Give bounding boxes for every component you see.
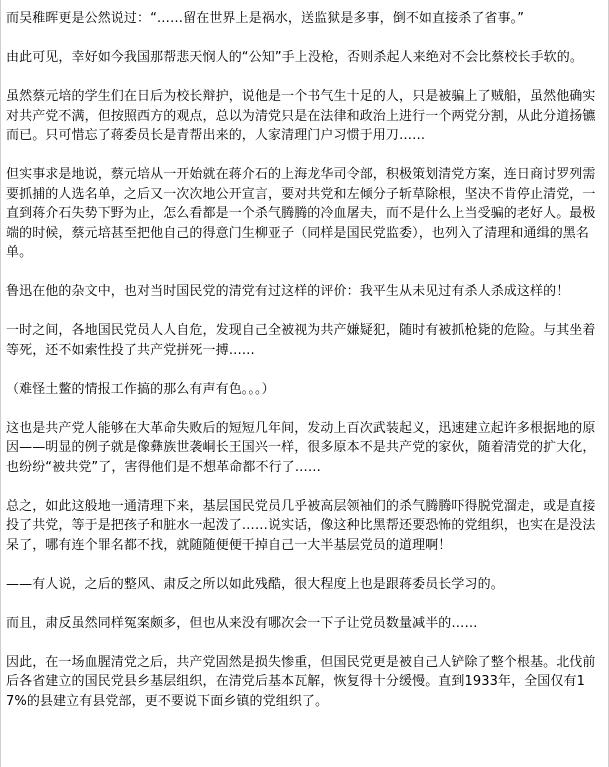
article-paragraph: 因此，在一场血腥清党之后，共产党固然是损失惨重，但国民党更是被自己人铲除了整个根基。北伐前后各省建立的国民党县乡基层组织，在清党后基本瓦解，恢复得十分缓慢。直到1933年，全国仅有17%的县建立有县党部，更不要说下面乡镇的党组织了。 (6, 654, 596, 709)
article-paragraph: 而吴稚晖更是公然说过：“……留在世界上是祸水，送监狱是多事，倒不如直接杀了省事。” (6, 11, 525, 26)
article-paragraph: 虽然蔡元培的学生们在日后为校长辩护，说他是一个书气生十足的人，只是被骗上了贼船，虽然他确实对共产党不满，但按照西方的观点，总以为清党只是在法律和政治上进行一个两党分割，从此分道扬镳而已。只可惜忘了蒋委员长是青帮出来的，人家清理门户习惯于用刀…… (6, 89, 596, 143)
article-paragraph: 但实事求是地说，蔡元培从一开始就在蒋介石的上海龙华司令部，积极策划清党方案，连日商讨罗列需要抓捕的人选名单，之后又一次次地公开宣言，要对共党和左倾分子斩草除根，坚决不肯停止清党，一直到蒋介石失势下野为止，怎么看都是一个杀气腾腾的冷血屠夫，而不是什么上当受骗的老好人。最极端的时候，蔡元培甚至把他自己的得意门生柳亚子（同样是国民党监委），也列入了清理和通缉的黑名单。 (6, 167, 596, 260)
article-paragraph: 鲁迅在他的杂文中，也对当时国民党的清党有过这样的评价：我平生从未见过有杀人杀成这样的！ (6, 284, 570, 299)
page-left-border (0, 0, 1, 767)
article-body (6, 9, 603, 731)
article-paragraph: （难怪土鳖的情报工作搞的那么有声有色。。。） (6, 381, 275, 397)
article-paragraph: 而且，肃反虽然同样冤案颇多，但也从来没有哪次会一下子让党员数量减半的…… (6, 615, 478, 631)
article-paragraph: 总之，如此这般地一通清理下来，基层国民党员几乎被高层领袖们的杀气腾腾吓得脱党溜走，或是直接投了共党，等于是把孩子和脏水一起泼了……说实话，像这种比黑帮还要恐怖的党组织，也实在是没法呆了，哪有连个罪名都不找，就随随便便干掉自己一大半基层党员的道理啊！ (6, 498, 596, 553)
article-paragraph: 由此可见，幸好如今我国那帮悲天悯人的“公知”手上没枪，否则杀起人来绝对不会比蔡校长手软的。 (6, 50, 583, 65)
article-paragraph: 这也是共产党人能够在大革命失败后的短短几年间，发动上百次武装起义，迅速建立起许多根据地的原因——明显的例子就是像彝族世袭峒长王国兴一样，很多原本不是共产党的家伙，随着清党的扩大化，也纷纷“被共党”了，害得他们是不想革命都不行了…… (6, 420, 596, 475)
article-paragraph: ——有人说，之后的整风、肃反之所以如此残酷，很大程度上也是跟蒋委员长学习的。 (6, 576, 504, 592)
article-paragraph: 一时之间，各地国民党员人人自危，发现自己全被视为共产嫌疑犯，随时有被抓枪毙的危险。与其坐着等死，还不如索性投了共产党拼死一搏…… (6, 323, 596, 358)
